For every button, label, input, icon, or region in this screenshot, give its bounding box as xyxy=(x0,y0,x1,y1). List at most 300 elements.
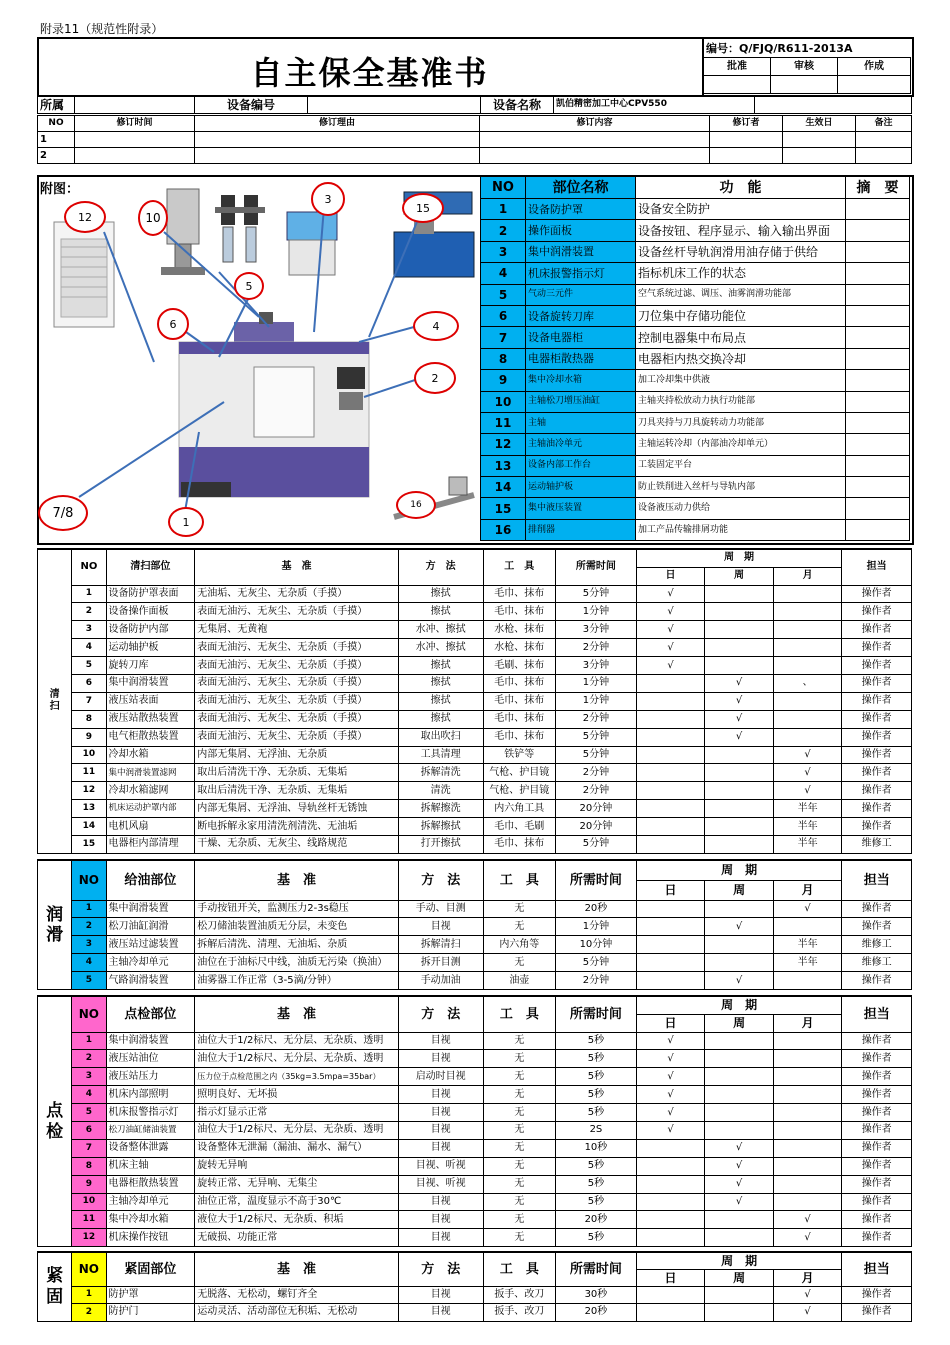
maintenance-table-3 xyxy=(37,1251,912,1322)
row-method: 目视 xyxy=(398,1229,483,1247)
part-no: 7 xyxy=(481,327,526,348)
row-part: 集中润滑装置 xyxy=(106,900,195,918)
row-tool: 内六角工具 xyxy=(483,800,556,818)
row-no: 12 xyxy=(72,1229,106,1247)
callout-6: 6 xyxy=(157,308,189,340)
row-month: 、 xyxy=(773,674,842,692)
row-month: 半年 xyxy=(773,818,842,836)
row-week: √ xyxy=(705,1175,774,1193)
row-tool: 气枪、护目镜 xyxy=(483,782,556,800)
part-name: 机床报警指示灯 xyxy=(526,263,636,284)
col-owner-header: 担当 xyxy=(842,860,912,900)
table-row xyxy=(38,800,912,818)
row-month: 半年 xyxy=(773,800,842,818)
row-owner: 操作者 xyxy=(842,918,912,936)
row-time: 20秒 xyxy=(556,1304,637,1322)
row-week xyxy=(705,1086,774,1104)
row-week xyxy=(705,818,774,836)
row-no: 2 xyxy=(72,918,106,936)
callout-2: 2 xyxy=(414,362,456,394)
row-part: 冷却水箱滤网 xyxy=(106,782,195,800)
col-month-header: 月 xyxy=(773,1269,842,1286)
row-part: 液压站压力 xyxy=(106,1068,195,1086)
row-time: 5秒 xyxy=(556,1157,637,1175)
callout-1: 1 xyxy=(168,507,204,537)
table-row xyxy=(38,710,912,728)
table-row xyxy=(38,936,912,954)
row-month xyxy=(773,1068,842,1086)
row-method: 拆解清扫 xyxy=(398,936,483,954)
row-time: 2分钟 xyxy=(556,764,637,782)
row-part: 液压站过滤装置 xyxy=(106,936,195,954)
col-tool-header: 工 具 xyxy=(483,1252,556,1286)
row-method: 目视 xyxy=(398,1104,483,1122)
row-owner: 操作者 xyxy=(842,746,912,764)
row-time: 5分钟 xyxy=(556,835,637,853)
part-summary xyxy=(846,412,910,433)
row-no: 1 xyxy=(72,1032,106,1050)
appendix-label: 附录11（规范性附录） xyxy=(40,22,164,36)
part-func: 空气系统过滤、调压、油雾润滑功能部 xyxy=(636,284,846,305)
row-time: 5分钟 xyxy=(556,728,637,746)
row-method: 手动、目测 xyxy=(398,900,483,918)
col-cycle-header: 周 期 xyxy=(636,860,842,880)
row-day: √ xyxy=(636,1104,705,1122)
row-std: 无脱落、无松动，螺钉齐全 xyxy=(195,1286,399,1304)
row-week: √ xyxy=(705,918,774,936)
row-method: 拆解清洗 xyxy=(398,764,483,782)
row-month xyxy=(773,972,842,990)
part-no: 11 xyxy=(481,412,526,433)
row-owner: 操作者 xyxy=(842,972,912,990)
col-owner-header: 担当 xyxy=(842,1252,912,1286)
row-owner: 操作者 xyxy=(842,1211,912,1229)
callout-4: 4 xyxy=(413,311,459,341)
col-part-header: 点检部位 xyxy=(106,996,195,1032)
row-no: 5 xyxy=(72,657,106,675)
row-std: 表面无油污、无灰尘、无杂质（手摸） xyxy=(195,710,399,728)
part-no: 9 xyxy=(481,370,526,391)
row-owner: 操作者 xyxy=(842,674,912,692)
parts-h-func: 功 能 xyxy=(636,177,846,199)
row-day: √ xyxy=(636,657,705,675)
row-part: 气路润滑装置 xyxy=(106,972,195,990)
row-day xyxy=(636,900,705,918)
row-part: 设备防护罩表面 xyxy=(106,585,195,603)
parts-row xyxy=(481,370,910,391)
row-std: 干燥、无杂质、无灰尘、线路规范 xyxy=(195,835,399,853)
row-tool: 铁铲等 xyxy=(483,746,556,764)
row-part: 机床主轴 xyxy=(106,1157,195,1175)
row-std: 表面无油污、无灰尘、无杂质（手摸） xyxy=(195,728,399,746)
row-method: 目视 xyxy=(398,1304,483,1322)
row-owner: 操作者 xyxy=(842,1157,912,1175)
row-month: √ xyxy=(773,1286,842,1304)
row-week xyxy=(705,1211,774,1229)
row-tool: 无 xyxy=(483,1229,556,1247)
header-divider xyxy=(702,37,704,95)
row-time: 10分钟 xyxy=(556,936,637,954)
col-cycle-header: 周 期 xyxy=(636,996,842,1014)
parts-row xyxy=(481,284,910,305)
row-time: 5秒 xyxy=(556,1086,637,1104)
table-row xyxy=(38,585,912,603)
row-owner: 操作者 xyxy=(842,657,912,675)
row-part: 主轴冷却单元 xyxy=(106,1193,195,1211)
section-header-row xyxy=(38,549,912,567)
row-week: √ xyxy=(705,710,774,728)
row-time: 20分钟 xyxy=(556,800,637,818)
part-summary xyxy=(846,455,910,476)
row-month xyxy=(773,1157,842,1175)
row-time: 20秒 xyxy=(556,900,637,918)
row-week xyxy=(705,800,774,818)
row-std: 油位正常，温度显示不高于30℃ xyxy=(195,1193,399,1211)
parts-row xyxy=(481,241,910,262)
row-no: 15 xyxy=(72,835,106,853)
row-time: 5秒 xyxy=(556,1068,637,1086)
col-std-header: 基 准 xyxy=(195,996,399,1032)
row-std: 液位大于1/2标尺、无杂质、积垢 xyxy=(195,1211,399,1229)
row-day: √ xyxy=(636,1050,705,1068)
part-summary xyxy=(846,477,910,498)
device-no-label: 设备编号 xyxy=(195,96,308,114)
parts-h-summary: 摘 要 xyxy=(846,177,910,199)
row-week xyxy=(705,603,774,621)
row-tool: 无 xyxy=(483,1121,556,1139)
row-tool: 水枪、抹布 xyxy=(483,621,556,639)
table-row xyxy=(38,603,912,621)
row-std: 设备整体无泄漏（漏油、漏水、漏气） xyxy=(195,1139,399,1157)
row-no: 11 xyxy=(72,1211,106,1229)
row-month xyxy=(773,639,842,657)
col-week-header: 周 xyxy=(705,567,774,585)
col-week-header: 周 xyxy=(705,880,774,900)
device-table xyxy=(37,95,912,114)
row-std: 拆解后清洗、清理、无油垢、杂质 xyxy=(195,936,399,954)
parts-table xyxy=(480,176,910,541)
table-row xyxy=(38,1175,912,1193)
row-owner: 操作者 xyxy=(842,1229,912,1247)
row-std: 表面无油污、无灰尘、无杂质（手摸） xyxy=(195,692,399,710)
row-day xyxy=(636,674,705,692)
col-tool-header: 工 具 xyxy=(483,860,556,900)
dept-label: 所属 xyxy=(38,96,75,114)
row-week xyxy=(705,936,774,954)
part-summary xyxy=(846,434,910,455)
callout-16: 16 xyxy=(396,491,436,519)
parts-row xyxy=(481,327,910,348)
row-owner: 操作者 xyxy=(842,728,912,746)
row-month xyxy=(773,1032,842,1050)
row-owner: 操作者 xyxy=(842,1032,912,1050)
row-no: 2 xyxy=(72,1304,106,1322)
part-func: 主轴夹持松放动力执行功能部 xyxy=(636,391,846,412)
row-tool: 无 xyxy=(483,1175,556,1193)
row-owner: 操作者 xyxy=(842,800,912,818)
part-name: 排削器 xyxy=(526,519,636,540)
row-day xyxy=(636,782,705,800)
row-std: 无集屑、无黄袍 xyxy=(195,621,399,639)
row-month xyxy=(773,692,842,710)
table-row xyxy=(38,1032,912,1050)
part-no: 1 xyxy=(481,199,526,220)
row-part: 液压站表面 xyxy=(106,692,195,710)
row-std: 运动灵活、活动部位无积垢、无松动 xyxy=(195,1304,399,1322)
part-name: 主轴松刀增压油缸 xyxy=(526,391,636,412)
col-time-header: 所需时间 xyxy=(556,1252,637,1286)
parts-row xyxy=(481,412,910,433)
row-no: 4 xyxy=(72,639,106,657)
col-month-header: 月 xyxy=(773,1014,842,1032)
row-no: 5 xyxy=(72,972,106,990)
row-tool: 无 xyxy=(483,1157,556,1175)
row-owner: 操作者 xyxy=(842,818,912,836)
row-tool: 毛巾、抹布 xyxy=(483,585,556,603)
row-month xyxy=(773,603,842,621)
machine-illustration xyxy=(39,177,479,539)
part-func: 防止铁削进入丝杆与导轨内部 xyxy=(636,477,846,498)
row-month xyxy=(773,1139,842,1157)
row-std: 旋转无异响 xyxy=(195,1157,399,1175)
row-tool: 扳手、改刀 xyxy=(483,1286,556,1304)
part-summary xyxy=(846,284,910,305)
part-no: 6 xyxy=(481,305,526,326)
part-func: 电器柜内热交换冷却 xyxy=(636,348,846,369)
table-row xyxy=(38,1068,912,1086)
row-month xyxy=(773,710,842,728)
row-tool: 气枪、护目镜 xyxy=(483,764,556,782)
row-no: 2 xyxy=(72,1050,106,1068)
row-no: 10 xyxy=(72,1193,106,1211)
table-row xyxy=(38,818,912,836)
row-tool: 毛巾、抹布 xyxy=(483,603,556,621)
part-name: 主轴 xyxy=(526,412,636,433)
row-tool: 无 xyxy=(483,1211,556,1229)
row-month: √ xyxy=(773,782,842,800)
col-no-header: NO xyxy=(72,996,106,1032)
row-std: 表面无油污、无灰尘、无杂质（手摸） xyxy=(195,674,399,692)
table-row xyxy=(38,1104,912,1122)
row-part: 集中润滑装置 xyxy=(106,1032,195,1050)
part-func: 刀位集中存储功能位 xyxy=(636,305,846,326)
row-part: 电机风扇 xyxy=(106,818,195,836)
row-time: 2分钟 xyxy=(556,639,637,657)
row-method: 打开擦拭 xyxy=(398,835,483,853)
row-std: 油位大于1/2标尺、无分层、无杂质、透明 xyxy=(195,1050,399,1068)
table-row xyxy=(38,1139,912,1157)
row-tool: 无 xyxy=(483,1032,556,1050)
row-month xyxy=(773,1086,842,1104)
row-std: 手动按钮开关，监测压力2-3s稳压 xyxy=(195,900,399,918)
row-part: 电器柜内部清理 xyxy=(106,835,195,853)
row-std: 表面无油污、无灰尘、无杂质（手摸） xyxy=(195,639,399,657)
doc-code: 编号：Q/FJQ/R611-2013A xyxy=(706,42,853,55)
col-part-header: 给油部位 xyxy=(106,860,195,900)
row-std: 照明良好、无坏损 xyxy=(195,1086,399,1104)
row-tool: 毛巾、毛刷 xyxy=(483,818,556,836)
part-func: 设备液压动力供给 xyxy=(636,498,846,519)
table-row xyxy=(38,782,912,800)
row-time: 1分钟 xyxy=(556,692,637,710)
table-row xyxy=(38,972,912,990)
row-time: 3分钟 xyxy=(556,621,637,639)
table-row xyxy=(38,1157,912,1175)
row-owner: 维修工 xyxy=(842,936,912,954)
row-method: 取出吹扫 xyxy=(398,728,483,746)
row-part: 集中冷却水箱 xyxy=(106,1211,195,1229)
rev-h-no: NO xyxy=(38,116,75,132)
part-summary xyxy=(846,348,910,369)
callout-5: 5 xyxy=(234,272,264,300)
row-week xyxy=(705,782,774,800)
row-part: 防护门 xyxy=(106,1304,195,1322)
parts-row xyxy=(481,498,910,519)
section-header-row xyxy=(38,860,912,880)
row-tool: 毛巾、抹布 xyxy=(483,728,556,746)
row-time: 5秒 xyxy=(556,1193,637,1211)
row-std: 内部无集屑、无浮油、导轨丝杆无锈蚀 xyxy=(195,800,399,818)
row-std: 松刀储油装置油质无分层，未变色 xyxy=(195,918,399,936)
row-part: 液压站散热装置 xyxy=(106,710,195,728)
doc-title: 自主保全基准书 xyxy=(250,54,489,92)
row-std: 旋转正常、无异响、无集尘 xyxy=(195,1175,399,1193)
row-time: 1分钟 xyxy=(556,674,637,692)
row-method: 水冲、擦拭 xyxy=(398,639,483,657)
row-owner: 操作者 xyxy=(842,1050,912,1068)
row-no: 1 xyxy=(72,900,106,918)
row-no: 12 xyxy=(72,782,106,800)
row-part: 旋转刀库 xyxy=(106,657,195,675)
part-summary xyxy=(846,263,910,284)
table-row xyxy=(38,1193,912,1211)
row-method: 目视 xyxy=(398,918,483,936)
col-day-header: 日 xyxy=(636,567,705,585)
row-day xyxy=(636,1157,705,1175)
approval-table xyxy=(703,57,911,94)
table-row xyxy=(38,657,912,675)
row-day xyxy=(636,764,705,782)
lube-unit-image xyxy=(287,212,337,275)
row-day xyxy=(636,1211,705,1229)
section-label: 润滑 xyxy=(38,860,72,989)
row-method: 目视 xyxy=(398,1086,483,1104)
row-week xyxy=(705,764,774,782)
row-week xyxy=(705,657,774,675)
part-name: 运动轴护板 xyxy=(526,477,636,498)
row-day: √ xyxy=(636,1068,705,1086)
device-name: 凯伯精密加工中心CPV550 xyxy=(554,96,755,114)
row-day xyxy=(636,972,705,990)
col-no-header: NO xyxy=(72,860,106,900)
row-part: 机床报警指示灯 xyxy=(106,1104,195,1122)
row-owner: 操作者 xyxy=(842,585,912,603)
col-method-header: 方 法 xyxy=(398,860,483,900)
row-tool: 扳手、改刀 xyxy=(483,1304,556,1322)
row-method: 目视、听视 xyxy=(398,1157,483,1175)
row-std: 内部无集屑、无浮油、无杂质 xyxy=(195,746,399,764)
row-month xyxy=(773,1104,842,1122)
col-owner-header: 担当 xyxy=(842,549,912,585)
row-month xyxy=(773,728,842,746)
parts-row xyxy=(481,391,910,412)
row-month: √ xyxy=(773,1304,842,1322)
row-owner: 操作者 xyxy=(842,764,912,782)
row-part: 运动轴护板 xyxy=(106,639,195,657)
row-tool: 无 xyxy=(483,918,556,936)
figure-label: 附图： xyxy=(40,182,80,197)
row-day: √ xyxy=(636,639,705,657)
col-month-header: 月 xyxy=(773,567,842,585)
parts-row xyxy=(481,199,910,220)
row-std: 断电拆解永家用清洗剂清洗、无油垢 xyxy=(195,818,399,836)
row-time: 5分钟 xyxy=(556,585,637,603)
row-no: 4 xyxy=(72,1086,106,1104)
row-day xyxy=(636,1286,705,1304)
callout-7-8: 7/8 xyxy=(38,495,88,531)
row-method: 擦拭 xyxy=(398,585,483,603)
parts-row xyxy=(481,263,910,284)
row-std: 油位在于油标尺中线，油质无污染（换油） xyxy=(195,954,399,972)
row-method: 工具清理 xyxy=(398,746,483,764)
row-week xyxy=(705,1229,774,1247)
col-std-header: 基 准 xyxy=(195,860,399,900)
row-no: 3 xyxy=(72,621,106,639)
row-part: 机床内部照明 xyxy=(106,1086,195,1104)
row-week: √ xyxy=(705,674,774,692)
part-summary xyxy=(846,220,910,241)
row-part: 电器柜散热装置 xyxy=(106,1175,195,1193)
row-time: 2分钟 xyxy=(556,972,637,990)
section-header-row xyxy=(38,1252,912,1269)
row-no: 8 xyxy=(72,1157,106,1175)
part-func: 指标机床工作的状态 xyxy=(636,263,846,284)
row-week xyxy=(705,1304,774,1322)
row-owner: 操作者 xyxy=(842,1104,912,1122)
row-time: 5秒 xyxy=(556,1104,637,1122)
row-time: 30秒 xyxy=(556,1286,637,1304)
table-row xyxy=(38,900,912,918)
row-tool: 内六角等 xyxy=(483,936,556,954)
row-tool: 毛巾、抹布 xyxy=(483,674,556,692)
rev-h-content: 修订内容 xyxy=(480,116,710,132)
row-method: 水冲、擦拭 xyxy=(398,621,483,639)
row-no: 6 xyxy=(72,1121,106,1139)
part-name: 设备电器柜 xyxy=(526,327,636,348)
row-month: 半年 xyxy=(773,954,842,972)
part-summary xyxy=(846,498,910,519)
row-no: 6 xyxy=(72,674,106,692)
author-label: 作成 xyxy=(838,58,911,76)
row-no: 1 xyxy=(72,585,106,603)
row-time: 5秒 xyxy=(556,1175,637,1193)
row-week xyxy=(705,835,774,853)
review-label: 审核 xyxy=(771,58,838,76)
col-day-header: 日 xyxy=(636,880,705,900)
row-time: 2分钟 xyxy=(556,782,637,800)
part-no: 15 xyxy=(481,498,526,519)
table-row xyxy=(38,639,912,657)
part-name: 操作面板 xyxy=(526,220,636,241)
row-no: 3 xyxy=(72,1068,106,1086)
part-no: 3 xyxy=(481,241,526,262)
row-owner: 维修工 xyxy=(842,954,912,972)
part-func: 设备丝杆导轨润滑用油存储于供给 xyxy=(636,241,846,262)
row-std: 无油垢、无灰尘、无杂质（手摸） xyxy=(195,585,399,603)
row-part: 冷却水箱 xyxy=(106,746,195,764)
row-month xyxy=(773,1121,842,1139)
row-std: 无破损、功能正常 xyxy=(195,1229,399,1247)
